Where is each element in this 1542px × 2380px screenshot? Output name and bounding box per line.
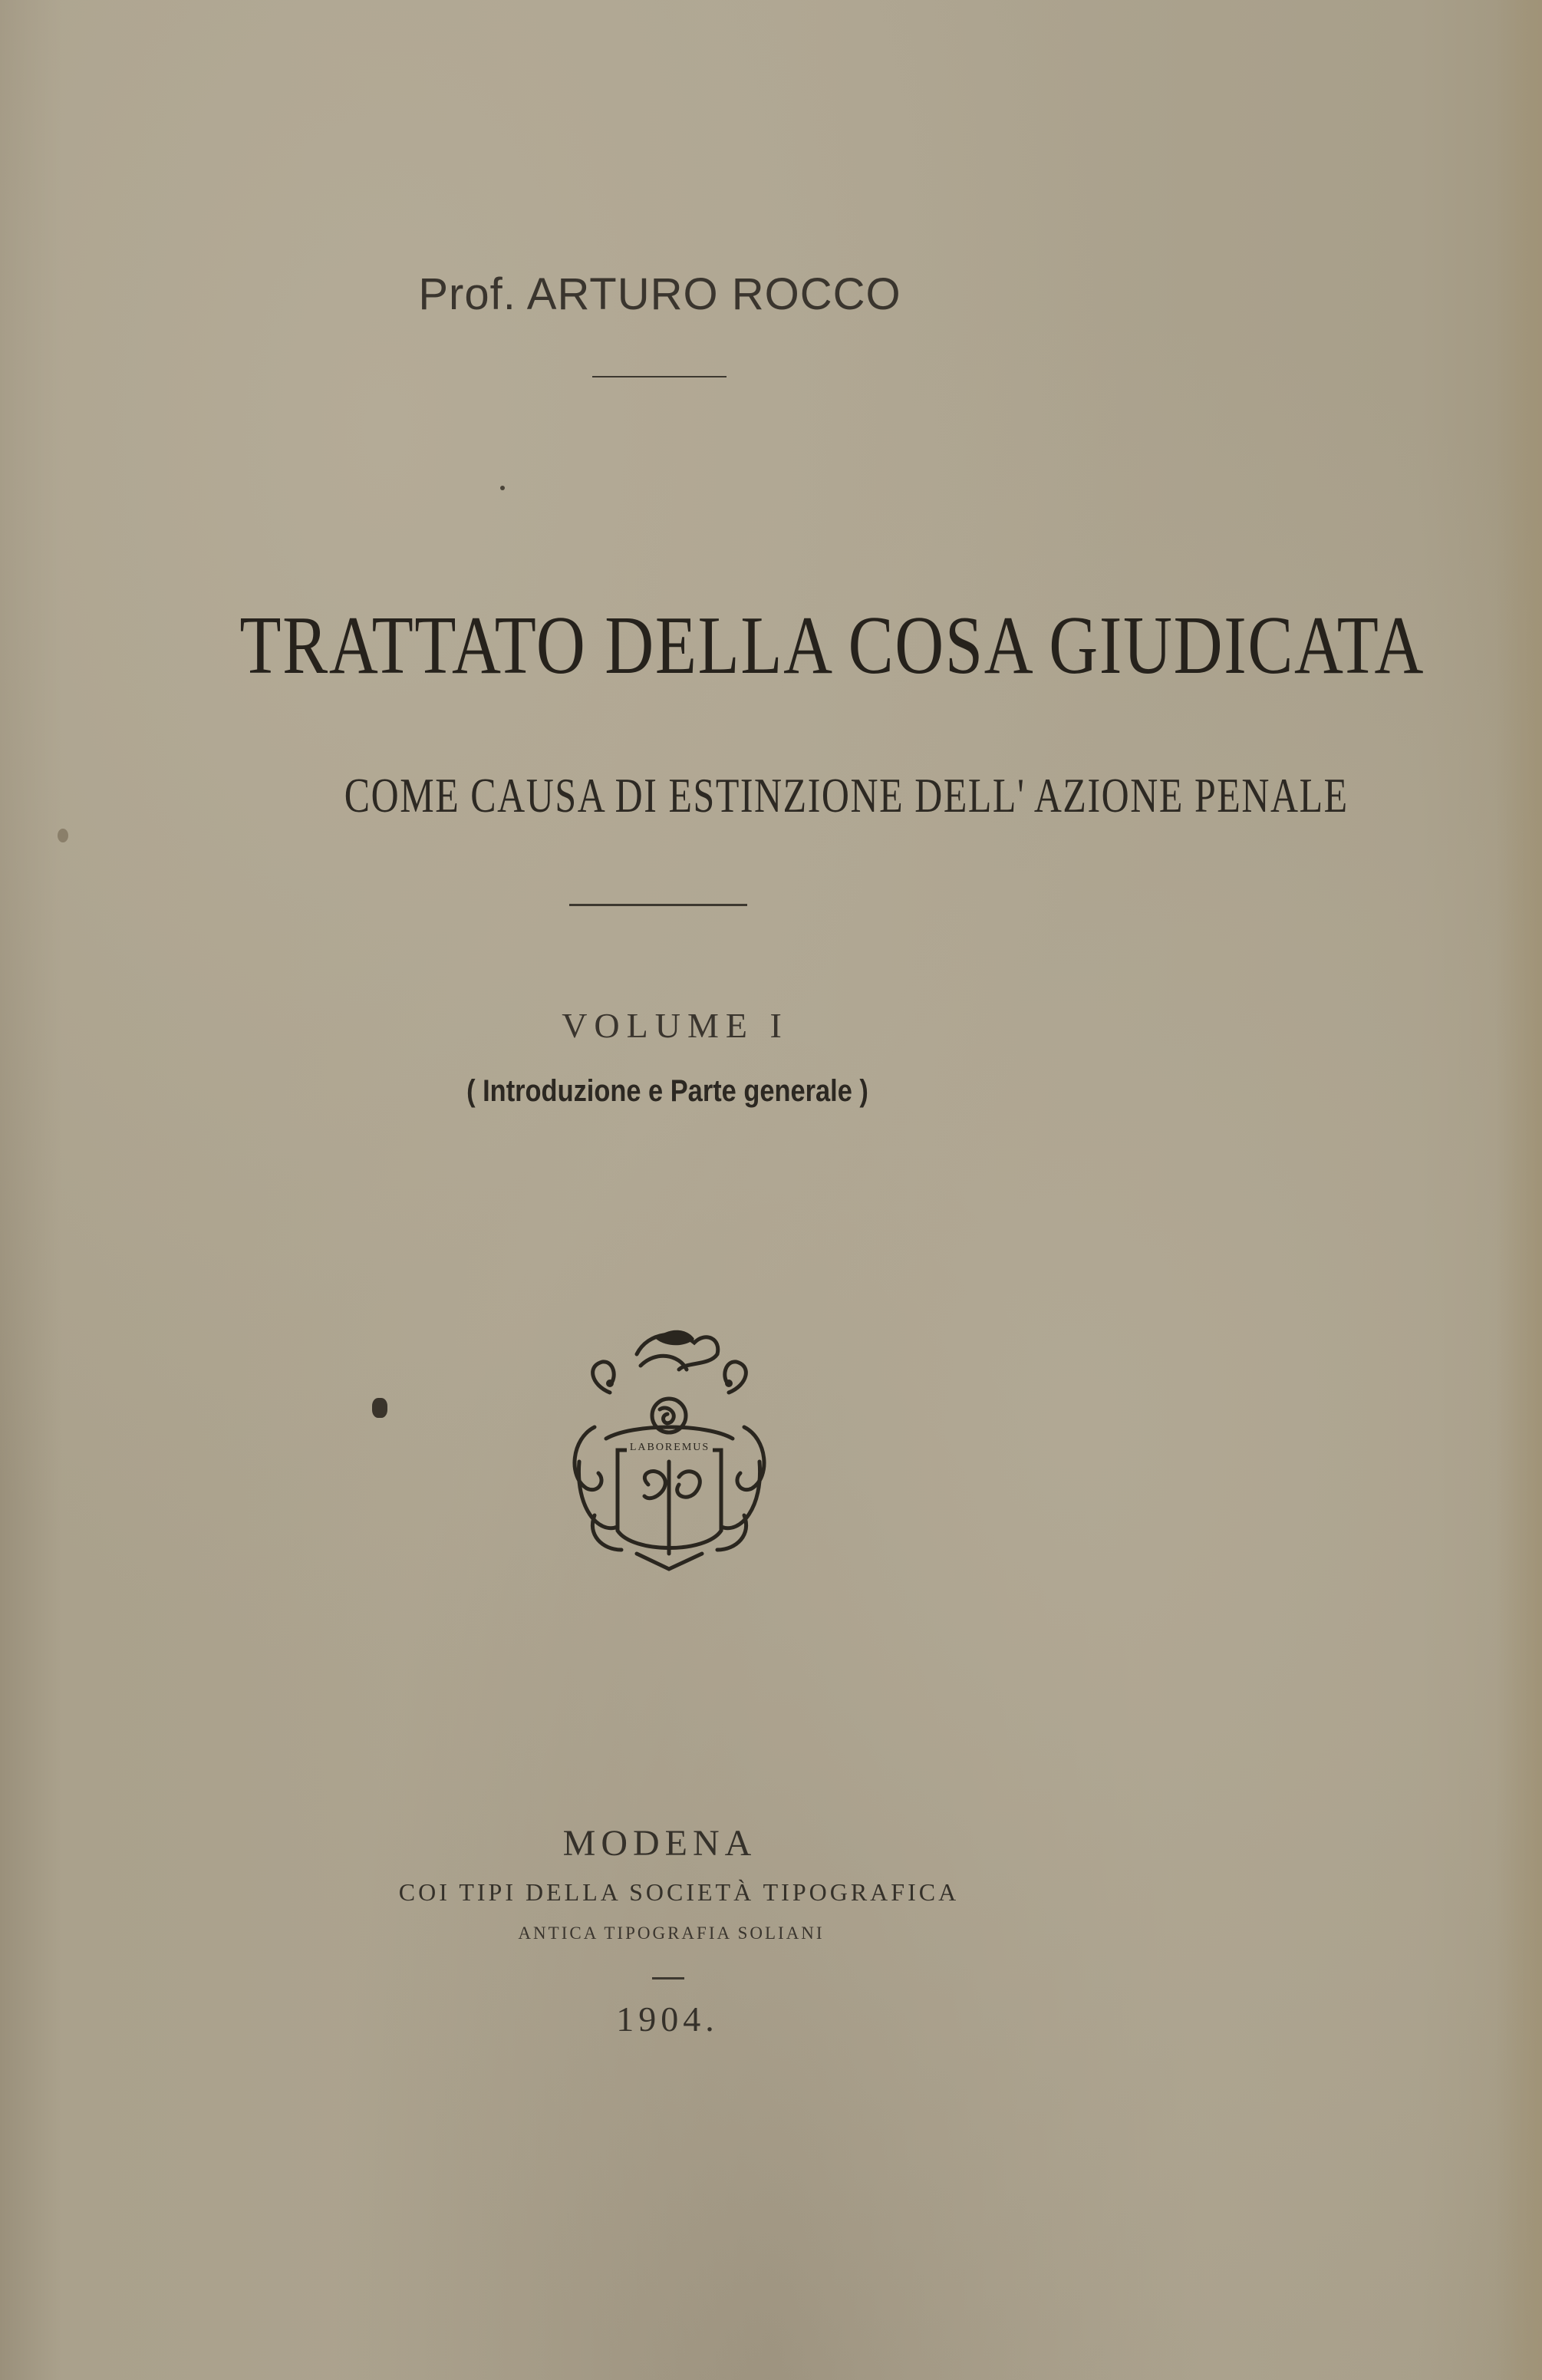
- ink-spot: [500, 486, 505, 490]
- ink-spot: [372, 1398, 387, 1418]
- ink-spot: [58, 829, 68, 842]
- page-edge: [1496, 0, 1542, 2380]
- printer-device-icon: [564, 1324, 775, 1573]
- book-subtitle: COME CAUSA DI ESTINZIONE DELL' AZIONE PENALE: [344, 768, 1349, 822]
- imprint-year: 1904.: [616, 1999, 719, 2039]
- divider-bottom: [652, 1977, 684, 1979]
- author-line: Prof. ARTURO ROCCO: [418, 269, 901, 319]
- divider-middle: [569, 904, 747, 906]
- divider-top: [592, 376, 727, 377]
- imprint-printer-sub: ANTICA TIPOGRAFIA SOLIANI: [518, 1923, 825, 1943]
- book-title: TRATTATO DELLA COSA GIUDICATA: [239, 600, 1425, 691]
- volume-label: VOLUME I: [562, 1006, 789, 1045]
- volume-description: ( Introduzione e Parte generale ): [466, 1074, 868, 1108]
- imprint-city: MODENA: [562, 1823, 757, 1864]
- imprint-printer: COI TIPI DELLA SOCIETÀ TIPOGRAFICA: [398, 1878, 960, 1906]
- emblem-motto: LABOREMUS: [629, 1442, 710, 1453]
